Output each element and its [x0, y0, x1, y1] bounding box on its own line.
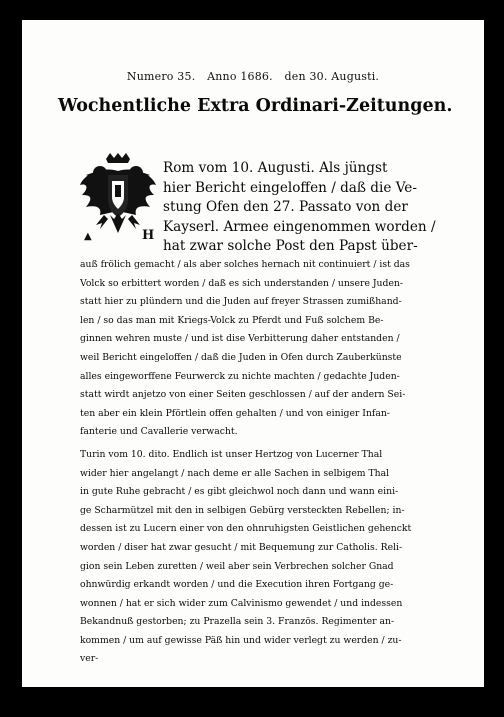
- body-line: in gute Ruhe gebracht / es gibt gleichwol noch dann und wann eini-: [80, 486, 399, 498]
- body-line: ver-: [80, 653, 99, 665]
- body-line: wonnen / hat er sich wider zum Calvinismo gewendet / und indessen: [80, 597, 403, 609]
- lead-line: stung Ofen den 27. Passato von der: [163, 199, 408, 215]
- body-line: fanterie und Cavallerie verwacht.: [80, 426, 238, 438]
- issue-date: den 30. Augusti.: [284, 70, 380, 83]
- issue-number: Numero 35.: [126, 70, 196, 83]
- body-line: dessen ist zu Lucern einer von den ohnruhigsten Geistlichen gehenckt: [80, 523, 412, 535]
- newspaper-page: [22, 20, 484, 687]
- body-line: statt hier zu plündern und die Juden auf freyer Strassen zumißhand-: [80, 296, 402, 308]
- body-line: kommen / um auf gewisse Päß hin und wider verlegt zu werden / zu-: [80, 634, 402, 646]
- body-line: Bekandnuß gestorben; zu Prazella sein 3. Französ. Regimenter an-: [80, 616, 395, 628]
- body-line: statt wirdt anjetzo von einer Seiten geschlossen / auf der andern Sei-: [80, 389, 406, 401]
- body-line: ohnwürdig erkandt worden / und die Execution ihren Fortgang ge-: [80, 579, 394, 591]
- lead-line: hat zwar solche Post den Papst über-: [163, 238, 418, 254]
- body-line: ge Scharmützel mit den in selbigen Gebürg versteckten Rebellen; in-: [80, 504, 405, 516]
- body-line: Volck so erbittert worden / daß es sich understanden / unsere Juden-: [80, 277, 403, 289]
- svg-text:▲: ▲: [84, 231, 92, 241]
- body-line: ten aber ein klein Pförtlein offen gehalten / und von einiger Infan-: [80, 407, 390, 419]
- lead-paragraph: [163, 159, 463, 257]
- body-line: ginnen wehren muste / und ist dise Verbitterung daher entstanden /: [80, 333, 400, 345]
- body-line: wider hier angelangt / nach deme er alle Sachen in selbigem Thal: [80, 467, 390, 479]
- body-line: alles eingeworffene Feurwerck zu nichte machten / gedachte Juden-: [80, 370, 400, 382]
- body-line: gion sein Leben zuretten / weil aber sein Verbrechen solcher Gnad: [80, 560, 394, 572]
- double-headed-eagle-crest-icon: [78, 153, 158, 241]
- newspaper-title: Wochentliche Extra Ordinari-Zeitungen.: [58, 96, 453, 116]
- body-line: auß frölich gemacht / als aber solches hernach nit continuiert / ist das: [80, 259, 410, 270]
- masthead: [22, 70, 484, 83]
- body-line: weil Bericht eingeloffen / daß die Juden in Ofen durch Zauberkünste: [80, 351, 402, 363]
- issue-year: Anno 1686.: [207, 70, 273, 83]
- lead-line: Rom vom 10. Augusti. Als jüngst: [163, 160, 388, 176]
- lead-line: hier Bericht eingeloffen / daß die Ve-: [163, 179, 417, 196]
- body-line: Turin vom 10. dito. Endlich ist unser Hertzog von Lucerner Thal: [80, 448, 383, 460]
- svg-text:H: H: [142, 228, 155, 241]
- lead-line: Kayserl. Armee eingenommen worden /: [163, 218, 436, 235]
- body-line: worden / diser hat zwar gesucht / mit Bequemung zur Catholis. Reli-: [80, 541, 403, 553]
- body-line: len / so das man mit Kriegs-Volck zu Pferdt und Fuß solchem Be-: [80, 314, 384, 326]
- article-body: [80, 256, 464, 669]
